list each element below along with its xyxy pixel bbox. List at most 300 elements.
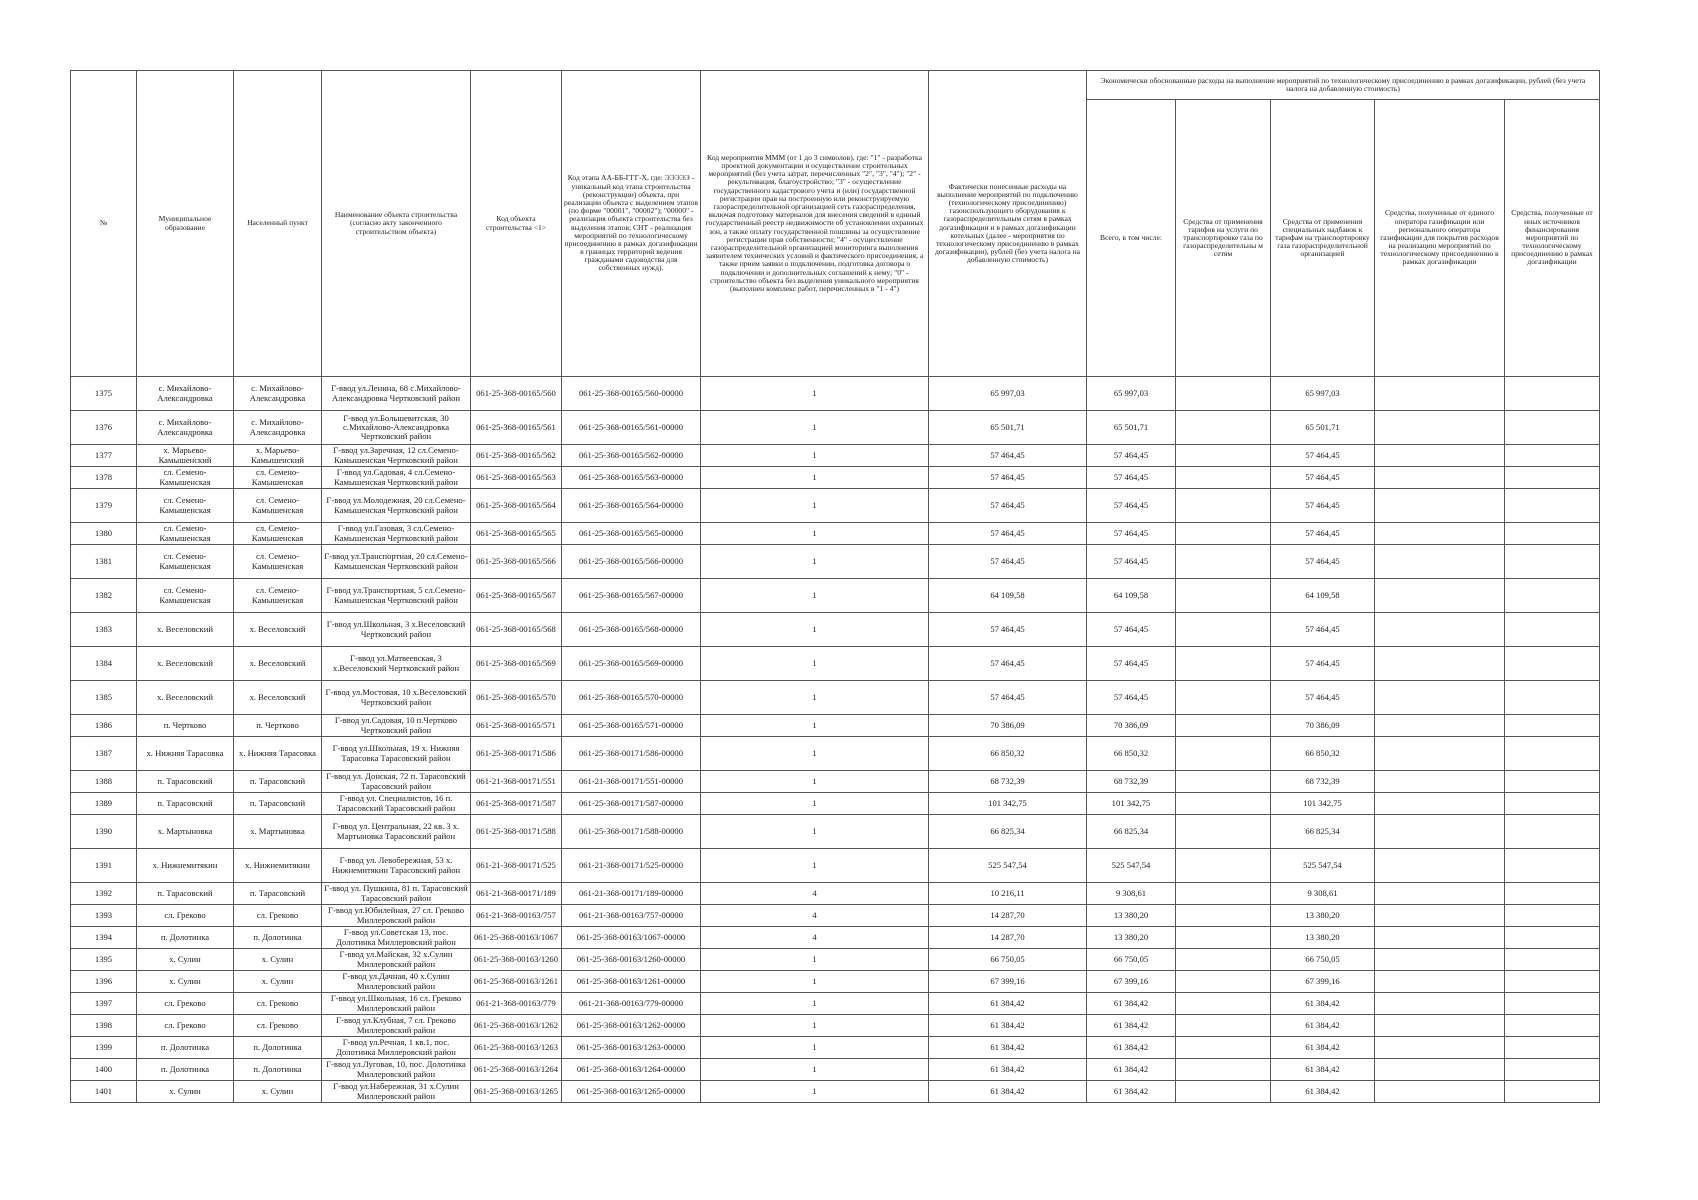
row-other	[1505, 993, 1600, 1015]
row-surcharge: 57 464,45	[1271, 467, 1375, 489]
row-actual-costs: 57 464,45	[929, 489, 1087, 523]
row-object-code: 061-25-368-00163/1264	[471, 1059, 562, 1081]
row-operator	[1375, 1059, 1505, 1081]
row-municipality: сл. Греково	[137, 1015, 234, 1037]
row-settlement: сл. Семено-Камышенская	[234, 467, 322, 489]
row-object-name: Г-ввод ул.Школьная, 19 х. Нижняя Тарасовка Тарасовский район	[322, 737, 471, 771]
table-row	[71, 377, 1600, 411]
table-row	[71, 411, 1600, 445]
row-surcharge: 65 997,03	[1271, 377, 1375, 411]
row-total: 57 464,45	[1087, 613, 1176, 647]
row-stage-code: 061-25-368-00165/570-00000	[562, 681, 701, 715]
row-settlement: х. Марьево-Камышенский	[234, 445, 322, 467]
row-other	[1505, 815, 1600, 849]
row-stage-code: 061-25-368-00165/566-00000	[562, 545, 701, 579]
row-object-code: 061-25-368-00165/565	[471, 523, 562, 545]
row-object-code: 061-21-368-00163/779	[471, 993, 562, 1015]
row-event-code: 1	[701, 793, 929, 815]
row-object-name: Г-ввод ул.Луговая, 10, пос. Долотинка Миллеровский район	[322, 1059, 471, 1081]
row-object-name: Г-ввод ул.Газовая, 3 сл.Семено-Камышенская Чертковский район	[322, 523, 471, 545]
row-actual-costs: 65 997,03	[929, 377, 1087, 411]
row-object-code: 061-25-368-00163/1067	[471, 927, 562, 949]
row-event-code: 1	[701, 647, 929, 681]
row-surcharge: 525 547,54	[1271, 849, 1375, 883]
row-other	[1505, 971, 1600, 993]
row-number: 1401	[71, 1081, 137, 1103]
row-tariff	[1176, 905, 1271, 927]
row-object-name: Г-ввод ул.Майская, 32 х.Сулин Миллеровский район	[322, 949, 471, 971]
row-number: 1400	[71, 1059, 137, 1081]
row-operator	[1375, 1037, 1505, 1059]
table-row	[71, 489, 1600, 523]
row-stage-code: 061-25-368-00163/1265-00000	[562, 1081, 701, 1103]
row-actual-costs: 61 384,42	[929, 1037, 1087, 1059]
row-municipality: п. Тарасовский	[137, 883, 234, 905]
row-operator	[1375, 681, 1505, 715]
row-event-code: 1	[701, 815, 929, 849]
row-settlement: х. Веселовский	[234, 681, 322, 715]
row-tariff	[1176, 377, 1271, 411]
row-object-code: 061-21-368-00171/189	[471, 883, 562, 905]
row-settlement: х. Нижняя Тарасовка	[234, 737, 322, 771]
row-number: 1391	[71, 849, 137, 883]
row-actual-costs: 70 386,09	[929, 715, 1087, 737]
row-tariff	[1176, 545, 1271, 579]
row-actual-costs: 61 384,42	[929, 1015, 1087, 1037]
row-other	[1505, 949, 1600, 971]
row-object-name: Г-ввод ул. Пушкина, 81 п. Тарасовский Тарасовский район	[322, 883, 471, 905]
row-event-code: 1	[701, 715, 929, 737]
row-object-code: 061-25-368-00165/568	[471, 613, 562, 647]
row-total: 57 464,45	[1087, 545, 1176, 579]
row-total: 101 342,75	[1087, 793, 1176, 815]
row-surcharge: 57 464,45	[1271, 545, 1375, 579]
row-settlement: п. Тарасовский	[234, 771, 322, 793]
row-other	[1505, 467, 1600, 489]
row-number: 1379	[71, 489, 137, 523]
row-object-name: Г-ввод ул.Транспортная, 5 сл.Семено-Камышенская Чертковский район	[322, 579, 471, 613]
row-total: 65 997,03	[1087, 377, 1176, 411]
row-municipality: х. Веселовский	[137, 681, 234, 715]
row-object-name: Г-ввод ул.Клубная, 7 сл. Греково Миллеровский район	[322, 1015, 471, 1037]
row-other	[1505, 681, 1600, 715]
row-surcharge: 57 464,45	[1271, 445, 1375, 467]
row-total: 13 380,20	[1087, 905, 1176, 927]
row-surcharge: 13 380,20	[1271, 905, 1375, 927]
row-municipality: с. Михайлово-Александровка	[137, 411, 234, 445]
row-tariff	[1176, 647, 1271, 681]
row-settlement: х. Веселовский	[234, 613, 322, 647]
table-row	[71, 1081, 1600, 1103]
row-object-code: 061-25-368-00163/1265	[471, 1081, 562, 1103]
row-settlement: п. Тарасовский	[234, 793, 322, 815]
row-surcharge: 64 109,58	[1271, 579, 1375, 613]
row-surcharge: 9 308,61	[1271, 883, 1375, 905]
row-number: 1393	[71, 905, 137, 927]
row-municipality: х. Сулин	[137, 971, 234, 993]
row-municipality: сл. Семено-Камышенская	[137, 523, 234, 545]
row-object-name: Г-ввод ул.Садовая, 10 п.Чертково Чертковский район	[322, 715, 471, 737]
row-operator	[1375, 1081, 1505, 1103]
row-event-code: 1	[701, 467, 929, 489]
row-total: 64 109,58	[1087, 579, 1176, 613]
row-settlement: х. Нижнемитякин	[234, 849, 322, 883]
row-stage-code: 061-25-368-00165/561-00000	[562, 411, 701, 445]
row-tariff	[1176, 1037, 1271, 1059]
row-object-code: 061-25-368-00171/586	[471, 737, 562, 771]
row-object-code: 061-25-368-00171/588	[471, 815, 562, 849]
row-actual-costs: 525 547,54	[929, 849, 1087, 883]
row-number: 1384	[71, 647, 137, 681]
row-other	[1505, 927, 1600, 949]
row-object-code: 061-25-368-00165/564	[471, 489, 562, 523]
table-body	[71, 377, 1600, 1103]
header-surcharge: Средства от применения специальных надбавок к тарифам на транспортировку газа газораспределительной организацией	[1271, 100, 1375, 377]
row-stage-code: 061-25-368-00165/571-00000	[562, 715, 701, 737]
row-operator	[1375, 523, 1505, 545]
row-total: 57 464,45	[1087, 467, 1176, 489]
row-object-name: Г-ввод ул.Матвеевская, 3 х.Веселовский Чертковский район	[322, 647, 471, 681]
row-object-code: 061-25-368-00165/570	[471, 681, 562, 715]
row-operator	[1375, 993, 1505, 1015]
row-event-code: 1	[701, 771, 929, 793]
row-surcharge: 57 464,45	[1271, 613, 1375, 647]
table-row	[71, 815, 1600, 849]
row-other	[1505, 613, 1600, 647]
row-event-code: 4	[701, 927, 929, 949]
table-row	[71, 523, 1600, 545]
row-stage-code: 061-25-368-00165/562-00000	[562, 445, 701, 467]
row-number: 1376	[71, 411, 137, 445]
row-municipality: х. Нижняя Тарасовка	[137, 737, 234, 771]
row-operator	[1375, 613, 1505, 647]
row-settlement: с. Михайлово-Александровка	[234, 377, 322, 411]
row-surcharge: 57 464,45	[1271, 647, 1375, 681]
row-operator	[1375, 489, 1505, 523]
row-actual-costs: 65 501,71	[929, 411, 1087, 445]
row-actual-costs: 57 464,45	[929, 523, 1087, 545]
row-tariff	[1176, 815, 1271, 849]
row-other	[1505, 579, 1600, 613]
row-object-name: Г-ввод ул.Школьная, 16 сл. Греково Миллеровский район	[322, 993, 471, 1015]
table-row	[71, 715, 1600, 737]
row-settlement: п. Долотинка	[234, 927, 322, 949]
row-surcharge: 57 464,45	[1271, 681, 1375, 715]
row-tariff	[1176, 927, 1271, 949]
header-total: Всего, в том числе:	[1087, 100, 1176, 377]
row-operator	[1375, 771, 1505, 793]
row-surcharge: 101 342,75	[1271, 793, 1375, 815]
header-econ-group: Экономически обоснованные расходы на выполнение мероприятий по технологическому присоединению в рамках догазификации, рублей (без учета налога на добавленную стоимость)	[1087, 71, 1600, 100]
row-settlement: х. Сулин	[234, 971, 322, 993]
row-stage-code: 061-25-368-00165/563-00000	[562, 467, 701, 489]
row-stage-code: 061-25-368-00163/1264-00000	[562, 1059, 701, 1081]
registry-table	[70, 70, 1600, 1103]
row-event-code: 1	[701, 579, 929, 613]
row-other	[1505, 489, 1600, 523]
row-tariff	[1176, 883, 1271, 905]
row-tariff	[1176, 715, 1271, 737]
row-other	[1505, 1081, 1600, 1103]
row-settlement: сл. Семено-Камышенская	[234, 545, 322, 579]
row-event-code: 1	[701, 613, 929, 647]
row-other	[1505, 883, 1600, 905]
row-stage-code: 061-25-368-00163/1067-00000	[562, 927, 701, 949]
row-number: 1375	[71, 377, 137, 411]
row-object-name: Г-ввод ул.Ленина, 68 с.Михайлово-Александровка Чертковский район	[322, 377, 471, 411]
row-municipality: сл. Семено-Камышенская	[137, 489, 234, 523]
row-municipality: п. Долотинка	[137, 927, 234, 949]
row-surcharge: 57 464,45	[1271, 523, 1375, 545]
row-object-code: 061-21-368-00171/525	[471, 849, 562, 883]
row-operator	[1375, 815, 1505, 849]
row-number: 1385	[71, 681, 137, 715]
row-total: 66 825,34	[1087, 815, 1176, 849]
row-total: 57 464,45	[1087, 647, 1176, 681]
row-other	[1505, 793, 1600, 815]
row-object-code: 061-21-368-00163/757	[471, 905, 562, 927]
row-total: 61 384,42	[1087, 1081, 1176, 1103]
header-operator: Средства, полученные от единого оператора газификации или регионального оператора газификации для покрытия расходов на реализацию мероприятий по технологическому присоединению в рамках догазификации	[1375, 100, 1505, 377]
row-municipality: п. Долотинка	[137, 1037, 234, 1059]
row-surcharge: 57 464,45	[1271, 489, 1375, 523]
row-surcharge: 67 399,16	[1271, 971, 1375, 993]
row-object-code: 061-25-368-00165/571	[471, 715, 562, 737]
row-other	[1505, 377, 1600, 411]
header-object-name: Наименование объекта строительства (согласно акту законченного строительством объекта)	[322, 71, 471, 377]
row-tariff	[1176, 849, 1271, 883]
row-municipality: п. Тарасовский	[137, 793, 234, 815]
row-actual-costs: 57 464,45	[929, 613, 1087, 647]
row-object-code: 061-25-368-00165/561	[471, 411, 562, 445]
row-number: 1387	[71, 737, 137, 771]
table-row	[71, 905, 1600, 927]
row-total: 67 399,16	[1087, 971, 1176, 993]
row-stage-code: 061-25-368-00163/1260-00000	[562, 949, 701, 971]
row-settlement: п. Долотинка	[234, 1037, 322, 1059]
row-operator	[1375, 927, 1505, 949]
row-operator	[1375, 467, 1505, 489]
row-stage-code: 061-25-368-00165/567-00000	[562, 579, 701, 613]
row-object-name: Г-ввод ул.Заречная, 12 сл.Семено-Камышенская Чертковский район	[322, 445, 471, 467]
row-total: 70 386,09	[1087, 715, 1176, 737]
table-row	[71, 793, 1600, 815]
row-surcharge: 66 750,05	[1271, 949, 1375, 971]
row-other	[1505, 1059, 1600, 1081]
row-object-name: Г-ввод ул.Советская 13, пос. Долотинка Миллеровский район	[322, 927, 471, 949]
row-event-code: 1	[701, 1037, 929, 1059]
table-row	[71, 771, 1600, 793]
row-actual-costs: 68 732,39	[929, 771, 1087, 793]
row-number: 1386	[71, 715, 137, 737]
row-municipality: п. Тарасовский	[137, 771, 234, 793]
row-total: 57 464,45	[1087, 523, 1176, 545]
header-municipality: Муниципальное образование	[137, 71, 234, 377]
row-total: 66 750,05	[1087, 949, 1176, 971]
row-event-code: 1	[701, 849, 929, 883]
row-number: 1394	[71, 927, 137, 949]
row-surcharge: 66 850,32	[1271, 737, 1375, 771]
row-municipality: п. Чертково	[137, 715, 234, 737]
row-settlement: сл. Греково	[234, 1015, 322, 1037]
row-actual-costs: 64 109,58	[929, 579, 1087, 613]
row-object-code: 061-25-368-00163/1263	[471, 1037, 562, 1059]
row-other	[1505, 647, 1600, 681]
row-actual-costs: 61 384,42	[929, 1059, 1087, 1081]
row-object-code: 061-25-368-00165/562	[471, 445, 562, 467]
row-tariff	[1176, 523, 1271, 545]
row-operator	[1375, 849, 1505, 883]
row-tariff	[1176, 1015, 1271, 1037]
row-stage-code: 061-25-368-00165/569-00000	[562, 647, 701, 681]
table-row	[71, 613, 1600, 647]
table-row	[71, 971, 1600, 993]
row-stage-code: 061-25-368-00165/565-00000	[562, 523, 701, 545]
row-event-code: 1	[701, 1059, 929, 1081]
row-municipality: с. Михайлово-Александровка	[137, 377, 234, 411]
row-event-code: 1	[701, 993, 929, 1015]
row-municipality: х. Марьево-Камышенский	[137, 445, 234, 467]
row-total: 9 308,61	[1087, 883, 1176, 905]
row-number: 1377	[71, 445, 137, 467]
row-stage-code: 061-25-368-00163/1263-00000	[562, 1037, 701, 1059]
row-operator	[1375, 883, 1505, 905]
row-stage-code: 061-25-368-00165/564-00000	[562, 489, 701, 523]
table-row	[71, 681, 1600, 715]
row-total: 57 464,45	[1087, 489, 1176, 523]
row-number: 1380	[71, 523, 137, 545]
row-event-code: 1	[701, 523, 929, 545]
row-total: 525 547,54	[1087, 849, 1176, 883]
row-event-code: 4	[701, 883, 929, 905]
row-tariff	[1176, 737, 1271, 771]
row-object-code: 061-25-368-00163/1260	[471, 949, 562, 971]
table-row	[71, 647, 1600, 681]
table-row	[71, 545, 1600, 579]
table-row	[71, 1059, 1600, 1081]
row-surcharge: 61 384,42	[1271, 1015, 1375, 1037]
row-municipality: х. Веселовский	[137, 613, 234, 647]
row-object-name: Г-ввод ул. Специалистов, 16 п. Тарасовский Тарасовский район	[322, 793, 471, 815]
row-settlement: п. Долотинка	[234, 1059, 322, 1081]
row-actual-costs: 57 464,45	[929, 545, 1087, 579]
row-event-code: 1	[701, 1015, 929, 1037]
table-row	[71, 993, 1600, 1015]
row-municipality: х. Веселовский	[137, 647, 234, 681]
row-object-code: 061-25-368-00165/566	[471, 545, 562, 579]
row-settlement: сл. Семено-Камышенская	[234, 579, 322, 613]
row-municipality: х. Нижнемитякин	[137, 849, 234, 883]
row-object-code: 061-25-368-00165/567	[471, 579, 562, 613]
row-operator	[1375, 545, 1505, 579]
row-tariff	[1176, 949, 1271, 971]
table-row	[71, 579, 1600, 613]
row-tariff	[1176, 971, 1271, 993]
row-tariff	[1176, 771, 1271, 793]
row-event-code: 1	[701, 445, 929, 467]
row-number: 1388	[71, 771, 137, 793]
row-other	[1505, 523, 1600, 545]
row-actual-costs: 57 464,45	[929, 647, 1087, 681]
row-tariff	[1176, 411, 1271, 445]
row-settlement: х. Веселовский	[234, 647, 322, 681]
row-stage-code: 061-25-368-00171/586-00000	[562, 737, 701, 771]
row-tariff	[1176, 993, 1271, 1015]
row-actual-costs: 14 287,70	[929, 927, 1087, 949]
header-settlement: Населенный пункт	[234, 71, 322, 377]
row-tariff	[1176, 681, 1271, 715]
row-object-code: 061-25-368-00163/1261	[471, 971, 562, 993]
row-surcharge: 61 384,42	[1271, 1037, 1375, 1059]
row-total: 65 501,71	[1087, 411, 1176, 445]
row-number: 1396	[71, 971, 137, 993]
row-event-code: 1	[701, 1081, 929, 1103]
row-event-code: 1	[701, 489, 929, 523]
row-number: 1390	[71, 815, 137, 849]
row-settlement: х. Сулин	[234, 1081, 322, 1103]
row-other	[1505, 905, 1600, 927]
row-municipality: х. Мартыновка	[137, 815, 234, 849]
row-stage-code: 061-25-368-00165/568-00000	[562, 613, 701, 647]
header-event-code: Код мероприятия ММM (от 1 до 3 символов), где: "1" - разработка проектной документации и осуществление строительных мероприятий (без учета затрат, перечисленных "2", "3", "4"); "2" - рекультивация, благоустройство; "3" - осуществление государственного кадастрового учета и (или) государственной регистрации прав на построенную или реконструируемую газораспределительной организацией сеть газораспределения, включая подготовку материалов для внесения сведений в единый государственный реестр недвижимости об установлении охранных зон, а также оплату государственной пошлины за осуществление регистрации прав собственности; "4" - осуществление газораспределительной организацией мониторинга выполнения заявителем технических условий и фактического присоединения, а также прием заявки о подключении, подготовка договора о подключении и дополнительных соглашений к нему; "0" - строительство объекта без выделения уникального мероприятия (выполнен комплекс работ, перечисленных в "1 - 4")	[701, 71, 929, 377]
table-row	[71, 849, 1600, 883]
row-surcharge: 70 386,09	[1271, 715, 1375, 737]
row-object-name: Г-ввод ул.Юбилейная, 27 сл. Греково Миллеровский район	[322, 905, 471, 927]
row-municipality: сл. Семено-Камышенская	[137, 467, 234, 489]
row-actual-costs: 61 384,42	[929, 993, 1087, 1015]
table-row	[71, 445, 1600, 467]
header-no: №	[71, 71, 137, 377]
row-municipality: сл. Семено-Камышенская	[137, 545, 234, 579]
row-operator	[1375, 377, 1505, 411]
row-object-name: Г-ввод ул.Набережная, 31 х.Сулин Миллеровский район	[322, 1081, 471, 1103]
header-actual-costs: Фактически понесенные расходы на выполнение мероприятий по подключению (технологическому присоединению) газоиспользующего оборудования к газораспределительным сетям в рамках догазификации и в рамках догазификации котельных (далее - мероприятия по технологическому присоединению в рамках догазификации), рублей (без учета налога на добавленную стоимость)	[929, 71, 1087, 377]
row-stage-code: 061-25-368-00171/588-00000	[562, 815, 701, 849]
row-surcharge: 66 825,34	[1271, 815, 1375, 849]
row-municipality: сл. Греково	[137, 993, 234, 1015]
row-actual-costs: 101 342,75	[929, 793, 1087, 815]
table-row	[71, 737, 1600, 771]
row-total: 61 384,42	[1087, 1037, 1176, 1059]
row-operator	[1375, 949, 1505, 971]
row-object-code: 061-25-368-00165/569	[471, 647, 562, 681]
row-number: 1399	[71, 1037, 137, 1059]
table-row	[71, 1015, 1600, 1037]
row-number: 1398	[71, 1015, 137, 1037]
row-stage-code: 061-25-368-00171/587-00000	[562, 793, 701, 815]
row-other	[1505, 849, 1600, 883]
header-object-code: Код объекта строительства <1>	[471, 71, 562, 377]
row-total: 57 464,45	[1087, 681, 1176, 715]
header-stage-code: Код этапа АА-ББ-ГГГ-Х, где: ЭЭЭЭЭ - уникальный код этапа строительства (реконструкции) объекта, при реализации объекта с выделением этапов (по форме "00001", "00002"); "00000" - реализация объекта строительства без выделения этапов; СНТ - реализация мероприятий по технологическому присоединению в рамках догазификации в границах территорий ведения гражданами садоводства для собственных нужд).	[562, 71, 701, 377]
row-number: 1378	[71, 467, 137, 489]
row-tariff	[1176, 489, 1271, 523]
row-object-name: Г-ввод ул.Садовая, 4 сл.Семено-Камышенская Чертковский район	[322, 467, 471, 489]
row-object-name: Г-ввод ул. Левобережная, 53 х. Нижнемитякин Тарасовский район	[322, 849, 471, 883]
row-operator	[1375, 971, 1505, 993]
table-row	[71, 1037, 1600, 1059]
row-stage-code: 061-21-368-00163/757-00000	[562, 905, 701, 927]
row-settlement: сл. Семено-Камышенская	[234, 523, 322, 545]
row-surcharge: 61 384,42	[1271, 993, 1375, 1015]
row-object-name: Г-ввод ул.Молодежная, 20 сл.Семено-Камышенская Чертковский район	[322, 489, 471, 523]
row-tariff	[1176, 1059, 1271, 1081]
row-event-code: 1	[701, 681, 929, 715]
row-operator	[1375, 647, 1505, 681]
row-surcharge: 61 384,42	[1271, 1081, 1375, 1103]
row-municipality: сл. Семено-Камышенская	[137, 579, 234, 613]
table-row	[71, 467, 1600, 489]
